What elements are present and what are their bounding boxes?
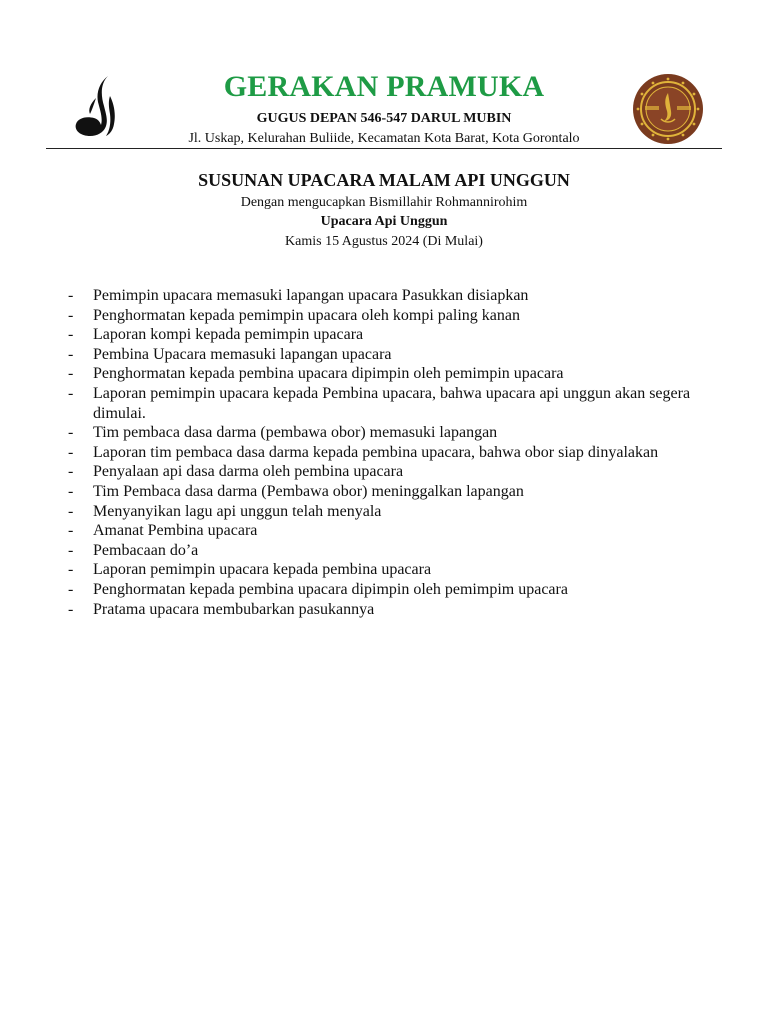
list-item <box>68 600 728 620</box>
list-item-text: Penghormatan kepada pemimpin upacara oleh kompi paling kanan <box>93 306 520 324</box>
list-item-text: Menyanyikan lagu api unggun telah menyala <box>93 502 382 520</box>
list-item <box>68 286 728 306</box>
org-address: Jl. Uskap, Kelurahan Buliide, Kecamatan Kota Barat, Kota Gorontalo <box>188 131 580 146</box>
list-item <box>68 580 728 600</box>
list-item <box>68 306 728 326</box>
list-bullet: - <box>68 541 74 559</box>
list-item-text: Tim Pembaca dasa darma (Pembawa obor) meninggalkan lapangan <box>93 482 524 500</box>
list-bullet: - <box>68 600 74 618</box>
list-item-text: Laporan pemimpin upacara kepada pembina upacara <box>93 561 432 579</box>
list-bullet: - <box>68 326 74 344</box>
org-title: GERAKAN PRAMUKA <box>223 70 545 103</box>
list-item-text: Penghormatan kepada pembina upacara dipimpin oleh pemimpin upacara <box>93 365 564 383</box>
list-bullet: - <box>68 424 74 442</box>
list-item <box>68 521 728 541</box>
list-bullet: - <box>68 522 74 540</box>
list-bullet: - <box>68 443 74 461</box>
list-item <box>68 560 728 580</box>
org-subtitle: GUGUS DEPAN 546-547 DARUL MUBIN <box>256 111 512 126</box>
document-title: SUSUNAN UPACARA MALAM API UNGGUN <box>198 170 570 190</box>
list-bullet: - <box>68 306 74 324</box>
list-item <box>68 443 728 463</box>
list-item <box>68 482 728 502</box>
list-item <box>68 345 728 365</box>
list-item-text: Amanat Pembina upacara <box>93 522 258 540</box>
list-bullet: - <box>68 365 74 383</box>
ceremony-date: Kamis 15 Agustus 2024 (Di Mulai) <box>285 234 483 249</box>
list-item-text: Pemimpin upacara memasuki lapangan upacara Pasukkan disiapkan <box>93 287 529 304</box>
ceremony-name: Upacara Api Unggun <box>320 214 448 229</box>
agenda-list <box>68 286 728 619</box>
list-bullet: - <box>68 345 74 363</box>
list-item-text: Penyalaan api dasa darma oleh pembina upacara <box>93 463 404 481</box>
list-item <box>68 541 728 561</box>
list-item <box>68 423 728 443</box>
list-item <box>68 462 728 482</box>
list-item-text: Penghormatan kepada pembina upacara dipimpin oleh pemimpim upacara <box>93 580 568 598</box>
list-item <box>68 384 728 423</box>
list-bullet: - <box>68 384 74 402</box>
list-item-text: Laporan pemimpin upacara kepada Pembina upacara, bahwa upacara api unggun akan segera dimulai. <box>93 384 691 422</box>
list-item <box>68 325 728 345</box>
list-item-text: Laporan kompi kepada pemimpin upacara <box>93 326 364 344</box>
list-bullet: - <box>68 287 74 304</box>
list-bullet: - <box>68 502 74 520</box>
opening-line: Dengan mengucapkan Bismillahir Rohmannirohim <box>240 195 528 210</box>
list-item-text: Pembina Upacara memasuki lapangan upacara <box>93 345 392 363</box>
list-bullet: - <box>68 561 74 579</box>
list-item-text: Pembacaan do’a <box>93 541 199 559</box>
list-item-text: Laporan tim pembaca dasa darma kepada pembina upacara, bahwa obor siap dinyalakan <box>93 443 659 461</box>
list-item <box>68 502 728 522</box>
list-bullet: - <box>68 580 74 598</box>
list-item-text: Pratama upacara membubarkan pasukannya <box>93 600 375 618</box>
list-bullet: - <box>68 482 74 500</box>
list-bullet: - <box>68 463 74 481</box>
list-item-text: Tim pembaca dasa darma (pembawa obor) memasuki lapangan <box>93 424 498 442</box>
list-item <box>68 364 728 384</box>
header-divider <box>46 148 722 149</box>
